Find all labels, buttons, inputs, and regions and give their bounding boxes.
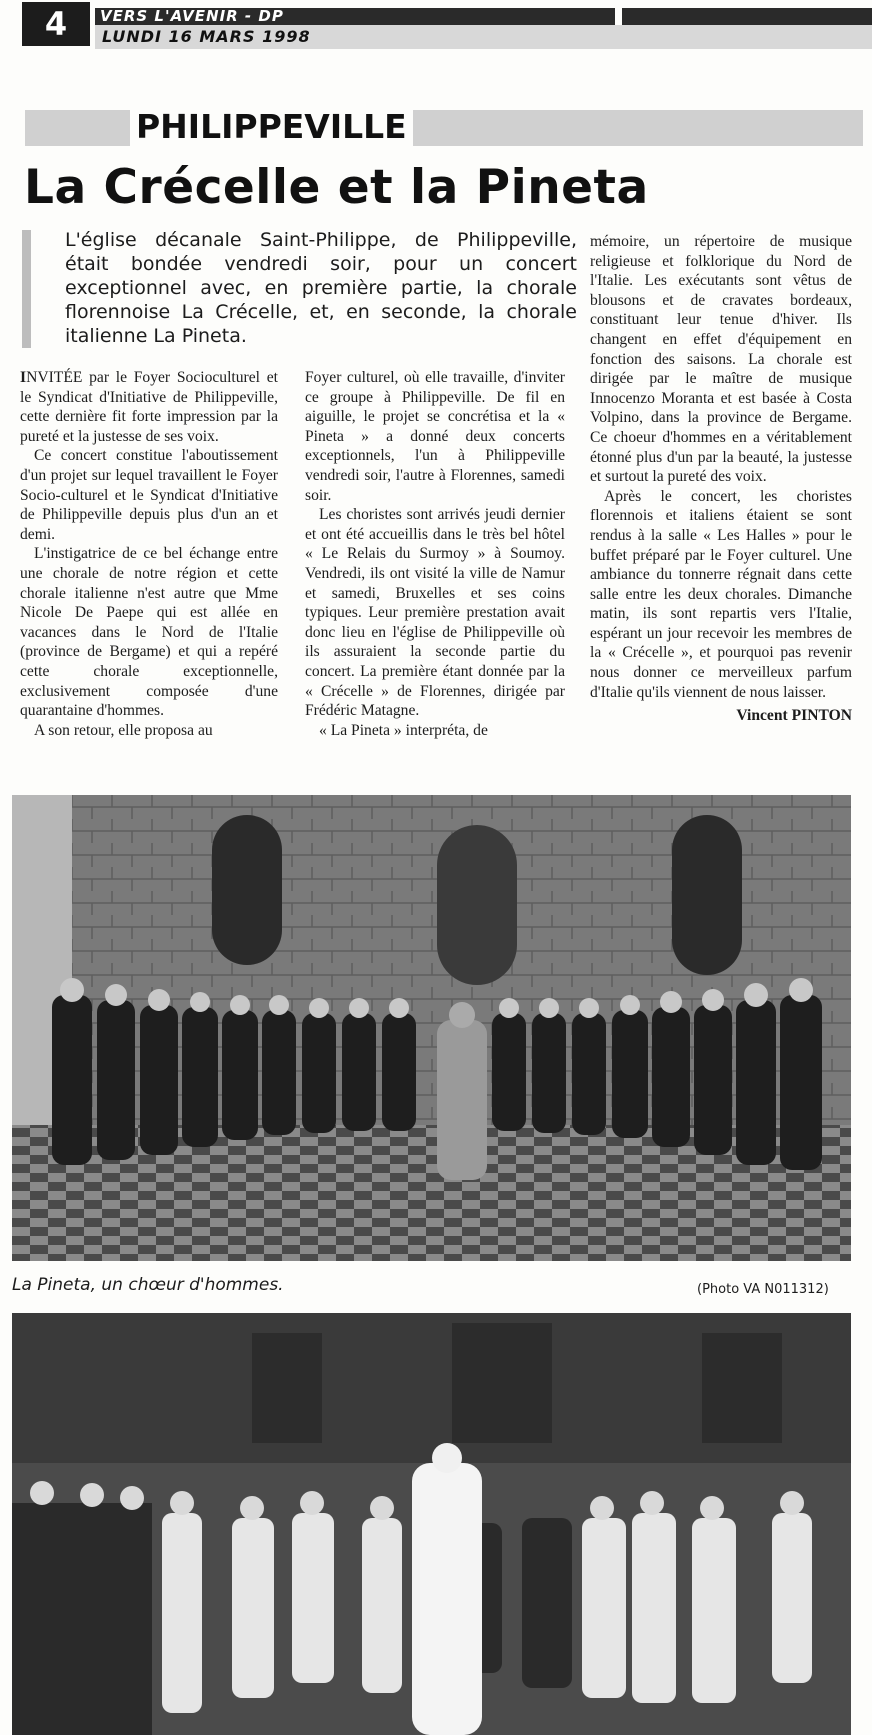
photo-credit: (Photo VA N011312) (697, 1282, 829, 1297)
article-lead: L'église décanale Saint-Philippe, de Philippeville, était bondée vendredi soir, pour un concert exceptionnel avec, en première partie, la chorale florennoise La Crécelle, et, en seconde, la chorale italienne La Pineta. (65, 229, 577, 347)
article-column-2 (305, 368, 565, 740)
paragraph: INVITÉE par le Foyer Socioculturel et le Syndicat d'Initiative de Philippeville, cette dernière fit forte impression par la pureté et la justesse de ses voix. (20, 369, 278, 445)
paragraph: mémoire, un répertoire de musique religieuse et folklorique du Nord de l'Italie. Les exécutants sont vêtus de blousons et de cravates bordeaux, constituant leur tenue d'hiver. Ils changent en effet d'équipement en fonction des saisons. La chorale est dirigée par le maître de musique Innocenzo Moranta et est basée à Costa Volpino, dans la province de Bergame. Ce choeur d'hommes en a véritablement étonné plus d'un par la beauté, la justesse et surtout la pureté des voix. (590, 233, 852, 486)
page-number: 4 (22, 2, 90, 46)
paragraph: Les choristes sont arrivés jeudi dernier et ont été accueillis dans le très bel hôtel « Le Relais du Surmoy » à Soumoy. Vendredi, ils ont visité la ville de Namur et samedi, Bruxelles et ses coins typiques. Leur première prestation avait donc lieu en l'église de Philippeville où ils assuraient la seconde partie du concert. La première étant donnée par la « Crécelle » de Florennes, dirigée par Frédéric Matagne. (305, 506, 565, 720)
issue-date: LUNDI 16 MARS 1998 (102, 27, 311, 46)
paragraph: L'instigatrice de ce bel échange entre une chorale de notre région et cette chorale italienne n'est autre que Mme Nicole De Paepe qui est allée en vacances dans le Nord de l'Italie (province de Bergame) et qui a repéré cette chorale exceptionnelle, exclusivement composée d'une quarantaine d'hommes. (20, 545, 278, 720)
paragraph: A son retour, elle proposa au (34, 721, 213, 739)
drop-cap: I (20, 369, 27, 386)
photo-choir-mixed (12, 1313, 851, 1735)
paragraph: « La Pineta » interpréta, de (319, 721, 488, 739)
paragraph: Après le concert, les choristes florennois et italiens étaient se sont rendus à la salle « Les Halles » pour le buffet préparé par le Foyer culturel. Une ambiance du tonnerre régnait dans cette salle entre les deux chorales. Dimanche matin, ils sont repartis vers l'Italie, espérant un jour recevoir les membres de la « Crécelle », et pourquoi pas revenir nous donner ce merveilleux parfum d'Italie qu'ils viennent de nous laisser. (590, 487, 852, 701)
article-column-1 (20, 368, 278, 740)
photo-caption: La Pineta, un chœur d'hommes. (12, 1275, 284, 1295)
header-bar-right (622, 8, 872, 25)
article-column-3 (590, 232, 852, 726)
article-title: La Crécelle et la Pineta (24, 160, 649, 215)
author-signature: Vincent PINTON (736, 707, 852, 725)
section-heading: PHILIPPEVILLE (130, 106, 413, 148)
newspaper-name: VERS L'AVENIR - DP (100, 7, 284, 25)
photo-choir-men (12, 795, 851, 1261)
paragraph: Foyer culturel, où elle travaille, d'inviter ce groupe à Philippeville. De fil en aiguille, le projet se concrétisa et la « Pineta » a donné deux concerts exceptionnels, l'un à Philippeville vendredi soir, l'autre à Florennes, samedi soir. (305, 369, 565, 504)
lead-marker (22, 230, 31, 348)
paragraph: Ce concert constitue l'aboutissement d'un projet sur lequel travaillent le Foyer Socio-culturel et le Syndicat d'Initiative de Philippeville depuis plus d'un an et demi. (20, 447, 278, 543)
